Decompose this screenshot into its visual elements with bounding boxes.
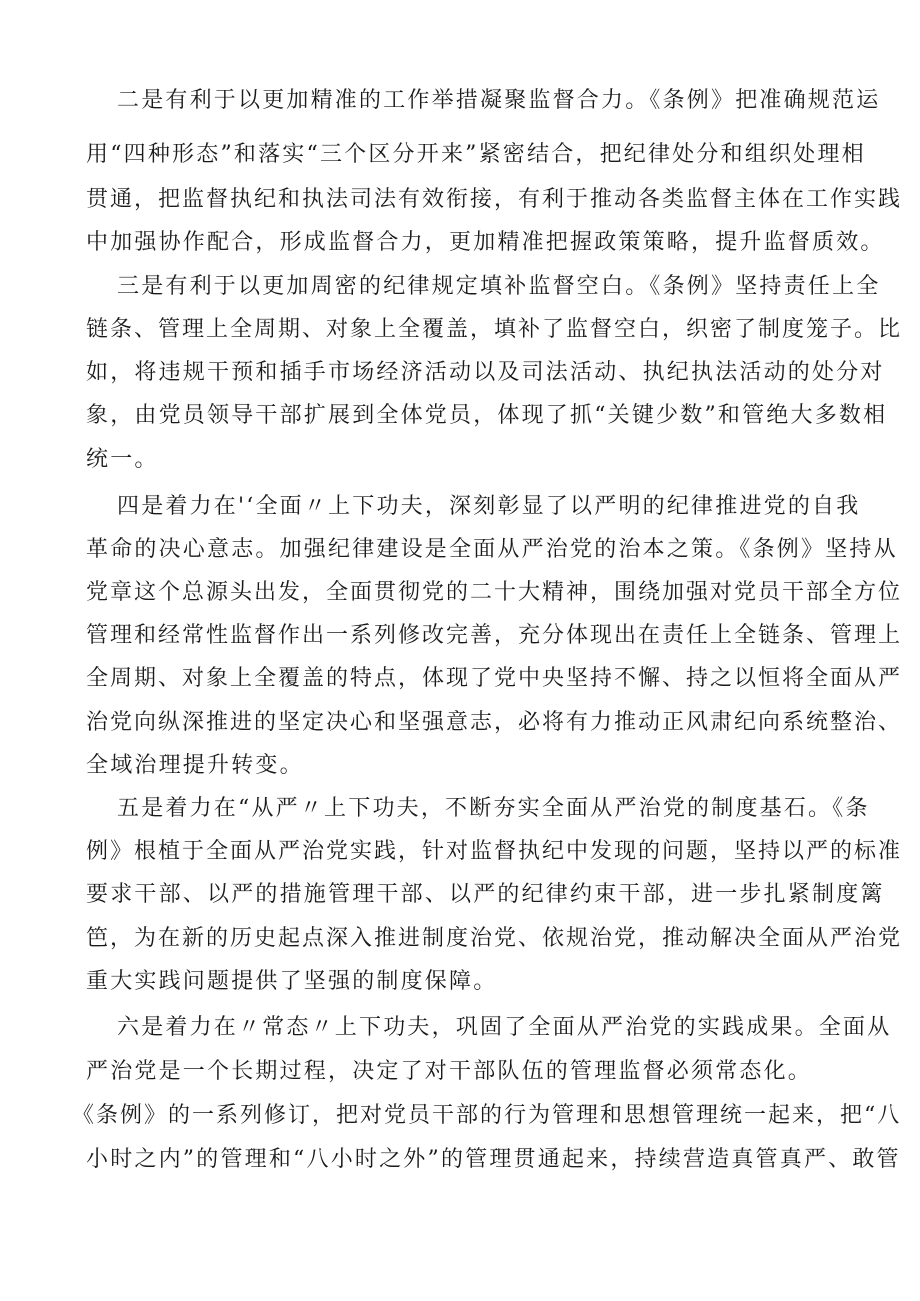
para-2-line-1: 三是有利于以更加周密的纪律规定填补监督空白。《条例》坚持责任上全 (117, 274, 881, 299)
para-2-line-5: 统一。 (86, 447, 159, 472)
para-3-line-7: 全域治理提升转变。 (86, 753, 304, 778)
para-5-line-1: 六是着力在〃常态〃上下功夫，巩固了全面从严治党的实践成果。全面从 (117, 1015, 892, 1040)
para-4-line-2: 例》根植于全面从严治党实践，针对监督执纪中发现的问题，坚持以严的标准 (86, 839, 903, 864)
para-2-line-3: 如，将违规干预和插手市场经济活动以及司法活动、执纪执法活动的处分对 (86, 360, 885, 385)
para-3-line-6: 治党向纵深推进的坚定决心和坚强意志，必将有力推动正风肃纪向系统整治、 (86, 710, 903, 735)
para-5-line-2: 严治党是一个长期过程，决定了对干部队伍的管理监督必须常态化。 (86, 1059, 813, 1084)
para-4-line-5: 重大实践问题提供了坚强的制度保障。 (86, 969, 498, 994)
para-1-line-2: 用“四种形态”和落实“三个区分开来”紧密结合，把纪律处分和组织处理相 (86, 142, 866, 167)
para-3-line-1: 四是着力在'‘全面〃上下功夫，深刻彰显了以严明的纪律推进党的自我 (117, 494, 861, 519)
para-3-line-5: 全周期、对象上全覆盖的特点，体现了党中央坚持不懈、持之以恒将全面从严 (86, 666, 903, 691)
para-4-line-1: 五是着力在“从严〃上下功夫，不断夯实全面从严治党的制度基石。《条 (117, 796, 870, 821)
para-4-line-4: 笆，为在新的历史起点深入推进制度治党、依规治党，推动解决全面从严治党 (86, 926, 903, 951)
para-5-line-3: 《条例》的一系列修订，把对党员干部的行为管理和思想管理统一起来，把“八 (72, 1103, 902, 1128)
para-2-line-2: 链条、管理上全周期、对象上全覆盖，填补了监督空白，织密了制度笼子。比 (86, 317, 903, 342)
para-3-line-3: 党章这个总源头出发，全面贯彻党的二十大精神，围绕加强对党员干部全方位 (86, 580, 903, 605)
para-4-line-3: 要求干部、以严的措施管理干部、以严的纪律约束干部，进一步扎紧制度篱 (86, 882, 885, 907)
para-1-line-1: 二是有利于以更加精准的工作举措凝聚监督合力。《条例》把准确规范运 (117, 88, 881, 113)
para-1-line-3: 贯通，把监督执纪和执法司法有效衔接，有利于推动各类监督主体在工作实践 (86, 187, 903, 212)
para-1-line-4: 中加强协作配合，形成监督合力，更加精准把握政策策略，提升监督质效。 (86, 230, 885, 255)
para-3-line-2: 革命的决心意志。加强纪律建设是全面从严治党的治本之策。《条例》坚持从 (86, 537, 898, 562)
para-3-line-4: 管理和经常性监督作出一系列修改完善，充分体现出在责任上全链条、管理上 (86, 623, 903, 648)
para-2-line-4: 象，由党员领导干部扩展到全体党员，体现了抓“关键少数”和管绝大多数相 (86, 403, 888, 428)
para-5-line-4: 小时之内”的管理和“八小时之外”的管理贯通起来，持续营造真管真严、敢管 (86, 1147, 901, 1172)
